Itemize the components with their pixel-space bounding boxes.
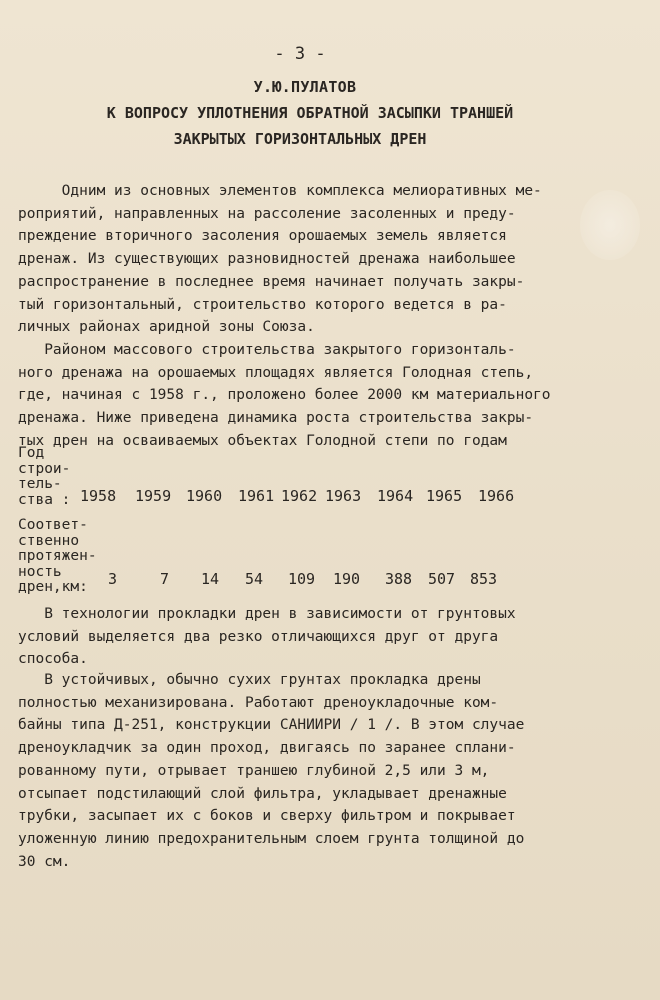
table-length-cell: 853 (470, 570, 498, 588)
table-year-cell: 1964 (377, 487, 414, 505)
paragraph-1: Одним из основных элементов комплекса мелиоративных ме- роприятий, направленных на рассоление засоленных и преду- преждение вторичного засоления орошаемых земель является дренаж. Из существующих разновидностей дренажа наибольшее распространение в последнее время начинает получать закры- тый горизонтальный, строительство которого ведется в ра- личных районах аридной зоны Союза. (18, 183, 542, 336)
table-year-cell: 1959 (135, 487, 172, 505)
table-year-cell: 1963 (325, 487, 362, 505)
table-length-label: Соответ- ственно протяжен- ность дрен,км: (18, 517, 97, 595)
table-year-cell: 1965 (426, 487, 463, 505)
table-year-cell: 1960 (186, 487, 223, 505)
paragraph-3: В технологии прокладки дрен в зависимости от грунтовых условий выделяется два резко отличающихся друг от друга способа. (18, 606, 516, 668)
table-length-cell: 14 (201, 570, 220, 588)
table-year-cell: 1958 (80, 487, 117, 505)
table-lengths-row (0, 570, 660, 590)
table-length-cell: 109 (288, 570, 316, 588)
paragraph-4: В устойчивых, обычно сухих грунтах прокладка дрены полностью механизирована. Работают дреноукладочные ком- байны типа Д-251, конструкции САНИИРИ / 1 /. В этом случае дреноукладчик за один проход, двигаясь по заранее сплани- рованному пути, отрывает траншею глубиной 2,5 или 3 м, отсыпает подстилающий слой фильтра, укладывает дренажные трубки, засыпает их с боков и сверху фильтром и покрывает уложенную линию предохранительным слоем грунта толщиной до 30 см. (18, 672, 525, 870)
page-number: - 3 - (274, 44, 326, 64)
table-years-row (0, 487, 660, 507)
table-year-cell: 1961 (238, 487, 275, 505)
author-name: У.Ю.ПУЛАТОВ (253, 78, 357, 96)
article-title-line-2: ЗАКРЫТЫХ ГОРИЗОНТАЛЬНЫХ ДРЕН (173, 130, 427, 148)
table-year-label: Год строи- тель- ства : (18, 445, 71, 508)
article-title-line-1: К ВОПРОСУ УПЛОТНЕНИЯ ОБРАТНОЙ ЗАСЫПКИ ТРАНШЕЙ (106, 104, 514, 122)
paragraph-2: Районом массового строительства закрытого горизонталь- ного дренажа на орошаемых площадях является Голодная степь, где, начиная с 1958 г., проложено более 2000 км материального дренажа. Ниже приведена динамика роста строительства закры- тых дрен на осваиваемых объектах Голодной степи по годам (18, 342, 551, 449)
table-length-cell: 3 (108, 570, 118, 588)
table-length-cell: 7 (160, 570, 170, 588)
table-length-cell: 507 (428, 570, 456, 588)
table-length-cell: 388 (385, 570, 413, 588)
table-year-cell: 1962 (281, 487, 318, 505)
table-length-cell: 54 (245, 570, 264, 588)
table-length-cell: 190 (333, 570, 361, 588)
table-year-cell: 1966 (478, 487, 515, 505)
